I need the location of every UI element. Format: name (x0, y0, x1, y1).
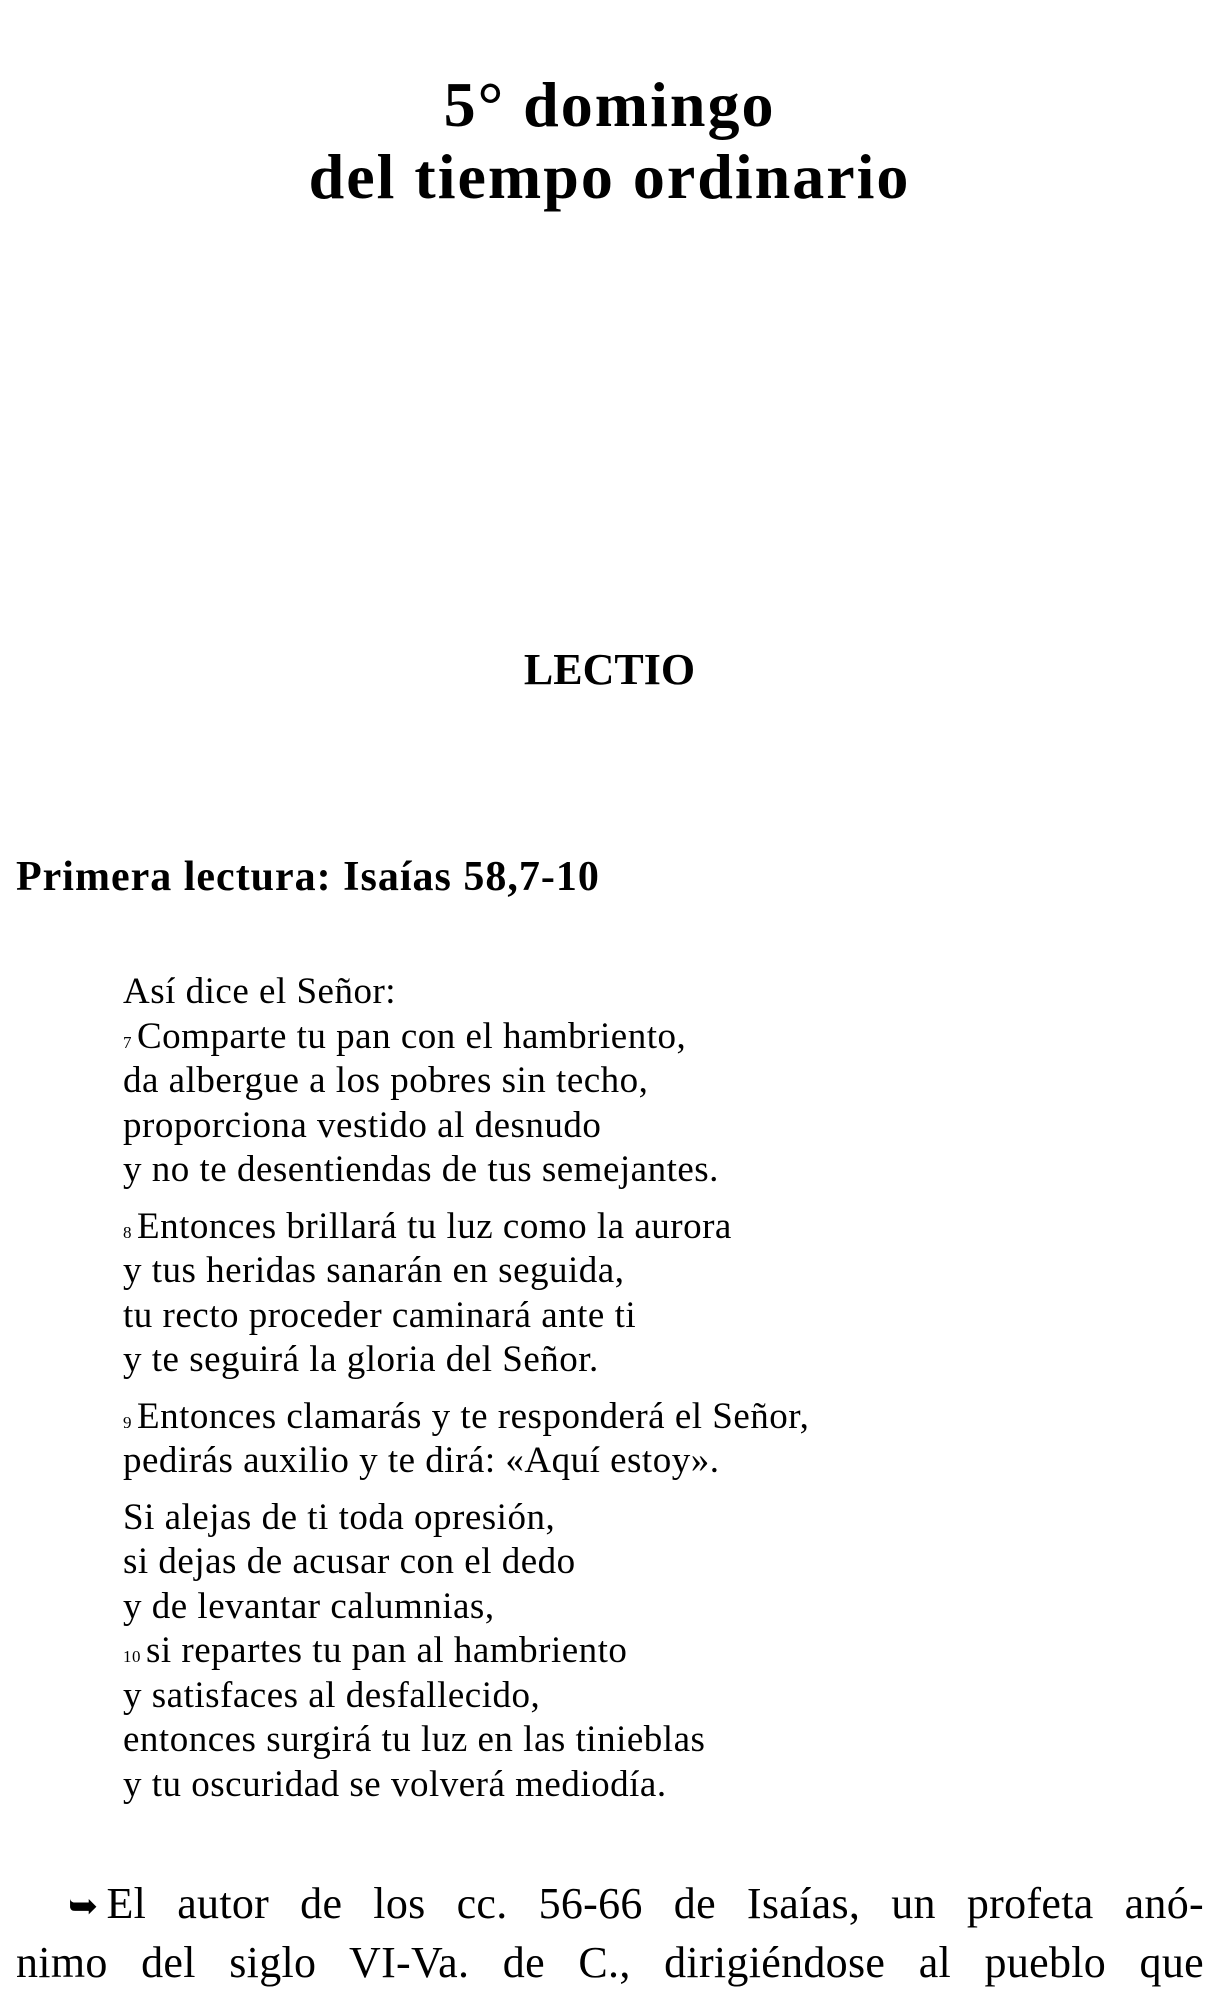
verse-text: Comparte tu pan con el hambriento, (137, 1015, 687, 1057)
verse-number: 9 (123, 1412, 132, 1432)
verse-line (123, 970, 1183, 1015)
verse-text: proporciona vestido al desnudo (123, 1104, 602, 1146)
verse-text: y tus heridas sanarán en seguida, (123, 1250, 625, 1291)
verse-text: y no te desentiendas de tus semejantes. (123, 1149, 719, 1190)
verse-line (123, 1148, 1183, 1193)
verse-stanza (123, 1395, 1183, 1484)
verse-text: y te seguirá la gloria del Señor. (123, 1339, 599, 1380)
verse-text: Así dice el Señor: (123, 971, 397, 1012)
commentary-paragraph (16, 1876, 1204, 1991)
verse-line (123, 1540, 1183, 1585)
verse-line (123, 1629, 1183, 1674)
verse-text: entonces surgirá tu luz en las tinieblas (123, 1719, 706, 1760)
verse-line (123, 1249, 1183, 1294)
scripture-passage (123, 970, 1183, 1819)
title-line-1: 5° domingo (443, 68, 776, 140)
verse-line (123, 1763, 1183, 1808)
verse-number: 8 (123, 1222, 132, 1242)
verse-line (123, 1294, 1183, 1339)
commentary-line-1-text: El autor de los cc. 56-66 de Isaías, un profeta anó- (106, 1879, 1204, 1928)
page-title (0, 69, 1219, 213)
verse-number: 7 (123, 1032, 132, 1052)
verse-text: y satisfaces al desfallecido, (123, 1674, 541, 1716)
verse-line (123, 1015, 1183, 1060)
verse-line (123, 1439, 1183, 1484)
verse-line (123, 1585, 1183, 1630)
verse-text: tu recto proceder caminará ante ti (123, 1294, 637, 1336)
verse-stanza (123, 970, 1183, 1193)
verse-text: y de levantar calumnias, (123, 1585, 495, 1627)
verse-stanza (123, 1205, 1183, 1383)
verse-line (123, 1338, 1183, 1383)
verse-line (123, 1104, 1183, 1149)
section-heading: LECTIO (523, 645, 696, 694)
verse-text: Entonces brillará tu luz como la aurora (137, 1205, 732, 1247)
verse-text: si dejas de acusar con el dedo (123, 1541, 576, 1582)
verse-text: Entonces clamarás y te responderá el Señor, (137, 1395, 810, 1437)
verse-line (123, 1059, 1183, 1104)
verse-text: pedirás auxilio y te dirá: «Aquí estoy». (123, 1440, 720, 1481)
commentary-line (16, 1876, 1204, 1935)
verse-line (123, 1205, 1183, 1250)
verse-text: da albergue a los pobres sin techo, (123, 1060, 649, 1101)
verse-line (123, 1395, 1183, 1440)
verse-number: 10 (123, 1647, 141, 1666)
verse-line (123, 1674, 1183, 1719)
verse-line (123, 1718, 1183, 1763)
commentary-line: nimo del siglo VI-Va. de C., dirigiéndose al pueblo que (16, 1938, 1204, 1987)
verse-stanza (123, 1496, 1183, 1808)
verse-text: y tu oscuridad se volverá mediodía. (123, 1763, 667, 1805)
title-line-2: del tiempo ordinario (308, 140, 911, 212)
verse-line (123, 1496, 1183, 1541)
verse-text: si repartes tu pan al hambriento (146, 1630, 628, 1671)
verse-text: Si alejas de ti toda opresión, (123, 1496, 556, 1538)
right-arrow-icon: ➥ (68, 1886, 99, 1927)
reading-title: Primera lectura: Isaías 58,7-10 (16, 854, 600, 900)
